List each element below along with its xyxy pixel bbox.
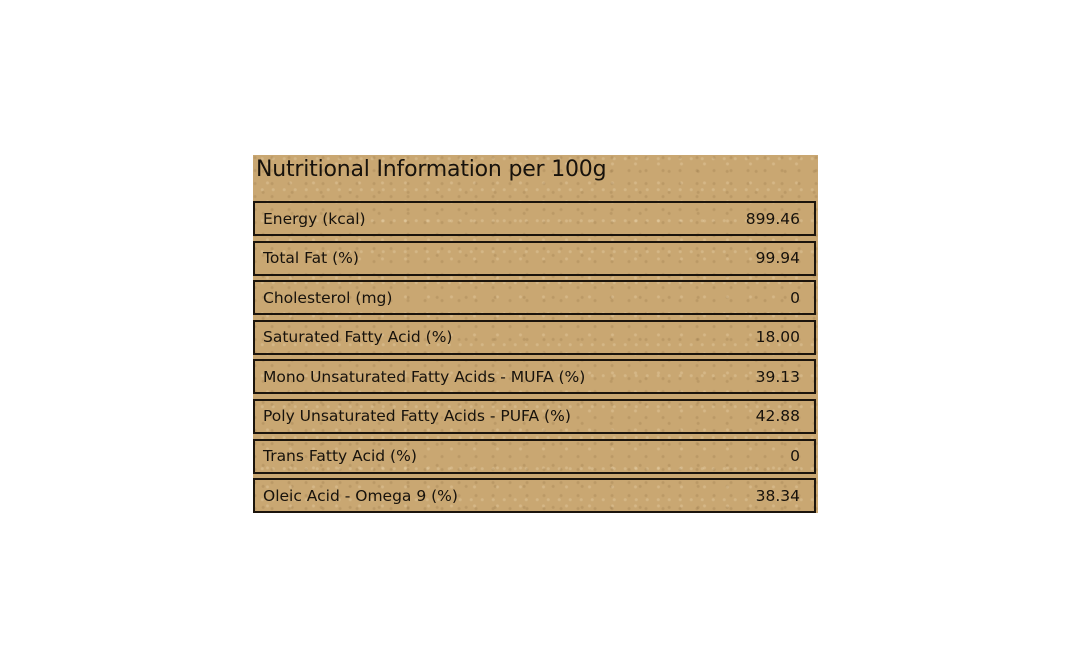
nutrition-row-trans-fatty-acid [253,439,816,474]
nutrition-row-oleic-acid [253,478,816,513]
nutrition-row-total-fat [253,241,816,276]
row-label: Mono Unsaturated Fatty Acids - MUFA (%) [263,367,586,386]
nutrition-row-mufa [253,359,816,394]
nutrition-row-cholesterol [253,280,816,315]
row-label: Oleic Acid - Omega 9 (%) [263,486,458,505]
nutrition-title: Nutritional Information per 100g [256,157,607,182]
row-value: 38.34 [755,486,800,505]
row-label: Saturated Fatty Acid (%) [263,328,453,347]
row-value: 18.00 [755,328,800,347]
row-label: Total Fat (%) [263,249,359,268]
nutrition-row-pufa [253,399,816,434]
row-value: 0 [790,447,800,466]
row-label: Trans Fatty Acid (%) [263,447,417,466]
row-label: Poly Unsaturated Fatty Acids - PUFA (%) [263,407,571,426]
row-value: 42.88 [755,407,800,426]
nutrition-panel [253,155,818,513]
row-value: 0 [790,288,800,307]
row-value: 99.94 [755,249,800,268]
nutrition-row-energy [253,201,816,236]
row-label: Energy (kcal) [263,209,366,228]
row-value: 39.13 [755,367,800,386]
nutrition-table [253,201,816,518]
nutrition-row-saturated-fatty-acid [253,320,816,355]
row-label: Cholesterol (mg) [263,288,393,307]
row-value: 899.46 [745,209,800,228]
